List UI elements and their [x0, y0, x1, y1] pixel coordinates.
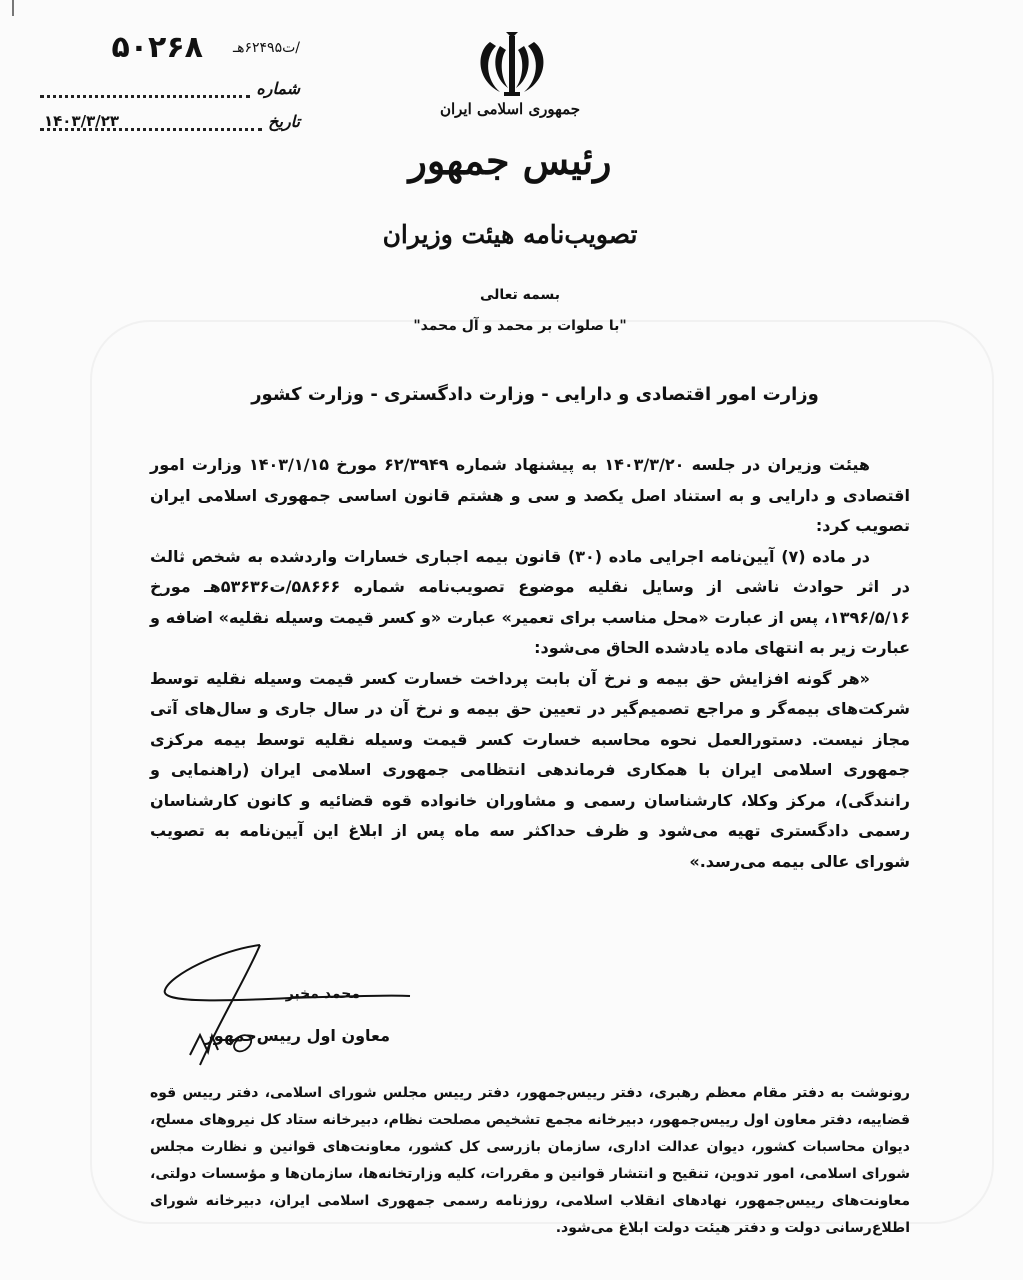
date-label: تاریخ [268, 112, 300, 131]
addressees: وزارت امور اقتصادی و دارایی - وزارت دادگستری - وزارت کشور [251, 384, 819, 405]
signatory-name: محمد مخبر [285, 986, 360, 1002]
body-paragraph: «هر گونه افزایش حق بیمه و نرخ آن بابت پرداخت خسارت کسر قیمت وسیله نقلیه توسط شرکت‌های بیمه‌گر و مراجع تصمیم‌گیر در تعیین حق بیمه و نرخ آن در سال جاری و سال‌های آتی مجاز نیست. دستورالعمل نحوه محاسبه خسارت کسر قیمت وسیله نقلیه توسط بیمه مرکزی جمهوری اسلامی ایران با همکاری فرماندهی انتظامی جمهوری اسلامی ایران (راهنمایی و رانندگی)، مرکز وکلا، کارشناسان رسمی و مشاوران خانواده قوه قضائیه و کانون کارشناسان رسمی دادگستری تهیه می‌شود و ظرف حداکثر سه ماه پس از ابلاغ این آیین‌نامه به تصویب شورای عالی بیمه می‌رسد.» [150, 668, 910, 871]
page-edge [12, 0, 14, 16]
invocation-line-2: "با صلوات بر محمد و آل محمد" [413, 318, 627, 334]
signature-icon [150, 940, 430, 1070]
office-title: رئیس جمهور [408, 138, 612, 183]
body-paragraph: هیئت وزیران در جلسه ۱۴۰۳/۳/۲۰ به پیشنهاد شماره ۶۲/۳۹۴۹ مورخ ۱۴۰۳/۱/۱۵ وزارت امور اقتصادی و دارایی و به استناد اصل یکصد و سی و هشتم قانون اساسی جمهوری اسلامی ایران تصویب کرد: [150, 455, 910, 535]
body-paragraph: در ماده (۷) آیین‌نامه اجرایی ماده (۳۰) قانون بیمه اجباری خسارات واردشده به شخص ثالث در اثر حوادث ناشی از وسایل نقلیه موضوع تصویب‌نامه شماره ۵۸۶۶۶/ت۵۳۶۳۶هـ مورخ ۱۳۹۶/۵/۱۶، پس از عبارت «محل مناسب برای تعمیر» عبارت «و کسر قیمت وسیله نقلیه» اضافه و عبارت زیر به انتهای ماده یادشده الحاق می‌شود: [150, 546, 910, 657]
number-line [40, 79, 300, 98]
iran-emblem-icon [470, 30, 554, 100]
signatory-title: معاون اول رییس‌جمهور [204, 1026, 390, 1045]
cc-list: رونوشت به دفتر مقام معظم رهبری، دفتر رییس‌جمهور، دفتر رییس مجلس شورای اسلامی، دفتر رییس قوه قضاییه، دفتر معاون اول رییس‌جمهور، دبیرخانه مجمع تشخیص مصلحت نظام، دبیرخانه ستاد کل نیروهای مسلح، دیوان محاسبات کشور، دیوان عدالت اداری، سازمان بازرسی کل کشور، معاونت‌های قوانین و نظارت مجلس شورای اسلامی، امور تدوین، تنقیح و انتشار قوانین و مقررات، کلیه وزارتخانه‌ها، سازمان‌ها و مؤسسات دولتی، معاونت‌های رییس‌جمهور، نهادهای انقلاب اسلامی، روزنامه رسمی جمهوری اسلامی ایران، دبیرخانه شورای اطلاع‌رسانی دولت و دفتر هیئت دولت ابلاغ می‌شود. [150, 1085, 910, 1236]
decree-body [150, 450, 910, 877]
date-line [40, 112, 300, 131]
registration-number: ۵۰۲۶۸ [111, 30, 203, 65]
document-type: تصویب‌نامه هیئت وزیران [382, 220, 638, 249]
registration-row [40, 30, 300, 65]
reference-code: /ت۶۲۴۹۵هـ [233, 39, 300, 56]
country-name: جمهوری اسلامی ایران [439, 100, 581, 118]
number-value [40, 79, 250, 98]
invocation-line-1: بسمه تعالی [479, 287, 561, 303]
number-label: شماره [256, 79, 300, 98]
date-value: ۱۴۰۳/۳/۲۳ [40, 112, 262, 131]
letter-meta [40, 30, 300, 131]
